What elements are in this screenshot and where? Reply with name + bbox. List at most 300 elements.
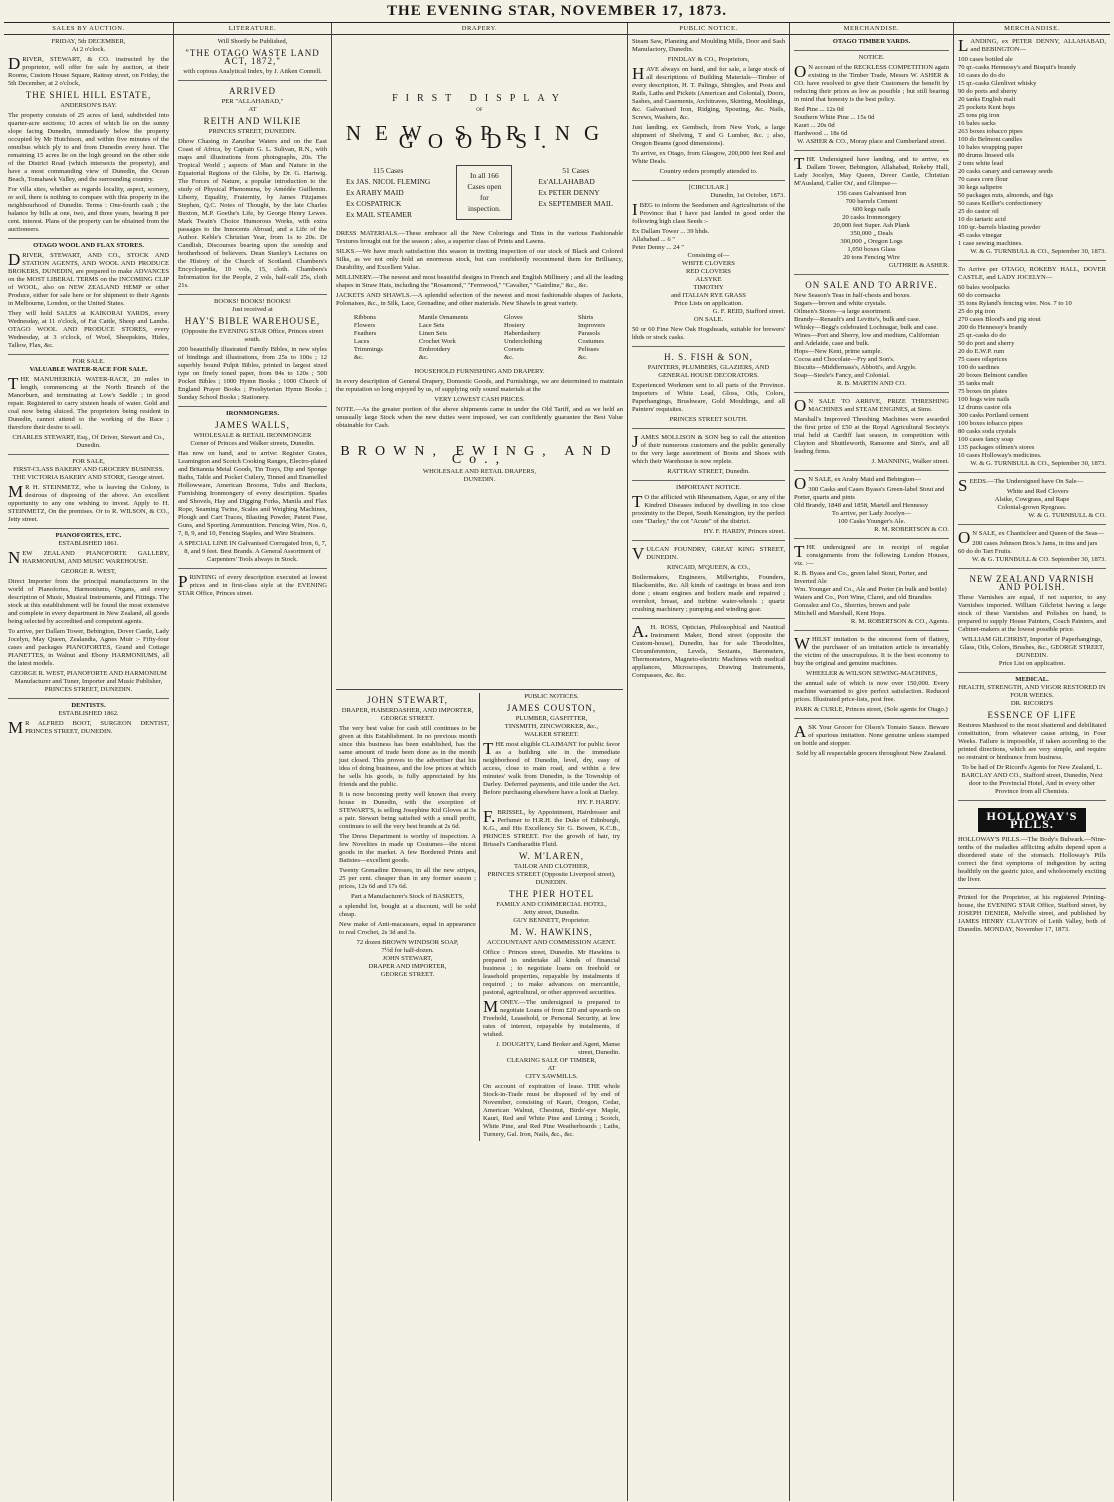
iron-special: A SPECIAL LINE IN Galvanised Corrugated Iron, 6, 7, 8, and 9 feet. Best Brands. A General Assortment of Carpenters' Tools always in Stock. — [178, 540, 327, 563]
circular-ship-2: Peter Denny ... 24 " — [632, 244, 684, 251]
printing-ad — [178, 568, 327, 598]
estate-title: THE SHIEL HILL ESTATE, — [25, 90, 152, 100]
arrive-sig: R. B. MARTIN AND CO. — [836, 380, 907, 387]
seed-0: WHITE CLOVERS — [682, 260, 735, 267]
baskets-body: a splendid lot, bought at a discount, will be sold cheap. — [339, 903, 476, 918]
rokeby-item: 10 cases Holloway's medicines. — [958, 452, 1042, 459]
piano-body: Direct Importer from the principal manufacturers in the world of Pianofortes, Harmoniums, Organs, and every description of Music, Musical Instruments, and Fittings. The stock at this establishment will be found the most extensive and complete in every department in New Zealand, all goods being selected by accredited and competent agents. — [8, 578, 169, 625]
hawkins-title: ACCOUNTANT AND COMMISSION AGENT. — [487, 939, 616, 946]
circular-consist: Consisting of— — [687, 252, 730, 259]
araby-title: ON SALE, ex Araby Maid and Bebington— — [794, 474, 921, 493]
landing-item: 10 do tartaric acid — [958, 216, 1006, 223]
landing-item: 100 do Belmont candles — [958, 136, 1022, 143]
essence-body: Restores Manhood to the most shattered and debilitated constitution, from whatever cause arising, in Four Weeks. Failure is impossible, if taken according to the printed directions, which are very simple, and require no restraint or hindrance from business. — [958, 722, 1106, 761]
items-a — [354, 314, 383, 362]
water-race-ad — [8, 354, 169, 450]
item: &c. — [418, 354, 429, 361]
tomato-sauce-ad — [794, 718, 949, 758]
note: NOTE.—As the greater portion of the above shipments came in under the Old Tariff, and as we held an unusually large Stock when the new duties were imposed, we can confidently guarantee the Best Value obtainable for Cash. — [336, 406, 623, 429]
money: MONEY.—The undersigned is prepared to negotiate Loans of from £20 and upwards on Freehold, Leasehold, or Personal Security, at low rates of interest, repayable by instalments, if wished. — [483, 997, 620, 1038]
brissel: F.BRISSEL, by Appointment, Hairdresser and Perfumer to H.R.H. the Duke of Edinburgh, K.G., and His Excellency Sir G. Bowen, K.C.B., PRINCES STREET. For the growth of hair, try Brissel's Cantharadite Fluid. — [483, 807, 620, 848]
new-spring-goods: NEW SPRING GOODS. — [345, 121, 614, 153]
rokeby-item: 80 casks soda crystals — [958, 428, 1017, 435]
timber-body: On account of expiration of lease. THE whole Stock-in-Trade must be disposed of by end of November, consisting of Kauri, Oregon, Cedar, American Walnut, Chestnut, Birds'-eye Maple, Kauri, Red and White Pine and Lining ; Scotch, White Pine, and Red Pine Weatherboards ; Laths, Turnery, Gal. Iron, Nails, &c., &c. — [483, 1083, 620, 1138]
water-title: VALUABLE WATER-RACE FOR SALE. — [29, 366, 148, 373]
price-1: Southern White Pine ... 15s 0d — [794, 114, 875, 121]
araby-item: Old Brandy, 1848 and 1858, Martell and Hennessy — [794, 502, 929, 509]
claimant-sig: HY. F. HARDY. — [577, 799, 620, 806]
consign-item: Wm. Younger and Co., Ale and Porter (in bulk and bottle) — [794, 586, 947, 593]
stewart-name: JOHN STEWART, — [367, 695, 448, 705]
cases-left-3: Ex MAIL STEAMER — [346, 210, 412, 219]
jackets: JACKETS AND SHAWLS.—A splendid selection of the newest and most fashionable shapes of Jackets, Polonaises, &c., in Silk, Lace, Grenadine, and other materials. New Shawls in great variety. — [336, 292, 623, 307]
landing-item: 20 tanks English malt — [958, 96, 1016, 103]
health-title: HEALTH, STRENGTH, AND VIGOR RESTORED IN FOUR WEEKS. — [958, 684, 1106, 699]
findlay-5: Country orders promptly attended to. — [659, 168, 758, 175]
iron-title: WHOLESALE & RETAIL IRONMONGER — [193, 432, 312, 439]
vulcan-foundry-ad — [632, 540, 785, 614]
important-notice-ad — [632, 480, 785, 536]
wool-title: OTAGO WOOL AND FLAX STORES. — [33, 242, 144, 249]
arrived-at: AT — [248, 106, 257, 113]
landing-item: 350,000 „ Deals — [850, 230, 893, 237]
mollison-body: JAMES MOLLISON & SON beg to call the attention of their numerous customers and the public generally to the very large assortment of Boots and Shoes with which their Warehouse is now replete. — [632, 432, 785, 465]
vulcan-body: Boilermakers, Engineers, Millwrights, Founders, Blacksmiths, &c. All kinds of castings in brass and iron done ; steam engines and boilers made and repaired ; overshot, breast, and turbine water-wheels ; quartz crushing machinery ; pumping and winding gear. — [632, 574, 785, 613]
baskets: Part a Manufacturer's Stock of BASKETS, — [351, 893, 464, 900]
item: Improvers — [577, 322, 606, 329]
landing-body: THE Undersigned have landing, and to arrive, ex Dallam Tower, Bebington, Allahabad, Rokeby Hall, Lady Jocelyn, May Queen, Dover Castle, Christian M'Ausland, Caller Ou', and Glimpse— — [794, 154, 949, 187]
otago-timber-title: OTAGO TIMBER YARDS. — [832, 38, 911, 45]
arrive-heading: ON SALE AND TO ARRIVE. — [805, 280, 938, 290]
water-body: THE MANUHERIKIA WATER-RACE, 20 miles in length, commencing at the North Branch of the Manorburn, and terminating at Low's Saddle ; in good repair. Registered to carry sixteen heads of water. Gold and coal now being sluiced. The proprietors being resident in Dunedin, cannot attend to the working of the Race ; therefore their desire to sell. — [8, 374, 169, 431]
landing-item: 20 tons Fencing Wire — [843, 254, 900, 261]
auction-body: DRIVER, STEWART, & CO. instructed by the proprietor, will offer for sale by auction, at their Rooms, Custom House Square, Rattray street, on Friday, the 5th December, at 2 o'clock, — [8, 54, 169, 87]
pn-subheading: PUBLIC NOTICES. — [524, 693, 579, 700]
sewing-body-intro: WHILST imitation is the sincerest form of flattery, the purchaser of an imitation article is invariably the victim of the unscrupulous. It is the best economy to buy the original and genuine machines. — [794, 634, 949, 667]
auction-ad — [8, 38, 169, 234]
consign-item: R. B. Byass and Co., green label Stout, Porter, and Inverted Ale — [794, 570, 928, 585]
drapery-lower — [336, 689, 623, 1141]
books-name: HAY'S BIBLE WAREHOUSE, — [184, 316, 321, 326]
araby-sig: R. M. ROBERTSON & CO. — [874, 526, 949, 533]
findlay-2: HAVE always on hand, and for sale, a large stock of all descriptions of Building Materials—Timber of every description, H. T. Palings, Shingles, and Posts and Rails, Laths and Pickets (American and Colonial), Doors, Sashes, and Casements, Architraves, Skirting, Mouldings, &c. Galvanised Iron, Ridging, Spouting, &c. Nails, Screws, Washers, &c. — [632, 64, 785, 121]
column-literature — [174, 23, 332, 1501]
print-body: PRINTING of every description executed at lowest prices and in first-class style at the EVENING STAR Office, Princes street. — [178, 572, 327, 597]
pier-owner: GUY BENNETT, Proprietor. — [513, 917, 590, 924]
cases-right — [538, 165, 613, 220]
arrived-per: PER "ALLAHABAD," — [221, 98, 284, 105]
rokeby-item: 35 tons Ryland's fencing wire. Nos. 7 to 10 — [958, 300, 1072, 307]
sewing-sig: PARK & CURLE, Princes street, (Sole agents for Otago.) — [795, 706, 948, 713]
items-d — [578, 314, 605, 362]
bakery-title: FIRST-CLASS BAKERY AND GROCERY BUSINESS. — [13, 466, 164, 473]
bible-warehouse-ad — [178, 294, 327, 402]
landing-item: 16 bales sacks — [958, 120, 996, 127]
arrive-item: New Season's Teas in half-chests and boxes. — [794, 292, 911, 299]
landing-item: 50 packages nuts, almonds, and figs — [958, 192, 1054, 199]
column-heading: SALES BY AUCTION. — [4, 25, 173, 35]
rokeby-item: 270 cases Blood's and pig stout — [958, 316, 1041, 323]
books-heading: BOOKS! BOOKS! BOOKS! — [214, 298, 291, 305]
rokeby-head: To Arrive per OTAGO, ROKEBY HALL, DOVER CASTLE, and LADY JOCELYN— — [958, 266, 1106, 281]
landing-item: 2 tons white lead — [958, 160, 1003, 167]
findlay-4: To arrive, ex Otago, from Glasgow, 200,000 feet Red and White Deals. — [632, 150, 785, 165]
turnbull-jams-ad — [958, 524, 1106, 564]
turnbull-landing-ad — [958, 38, 1106, 256]
books-sub: Just received at — [232, 306, 273, 313]
arrive-item: Hops—New Kent, prime sample. — [794, 348, 883, 355]
masthead: THE EVENING STAR, NOVEMBER 17, 1873. — [4, 0, 1110, 23]
piano-established: ESTABLISHED 1861. — [58, 540, 119, 547]
araby-item: 300 Casks and Cases Byass's Green-label Stout and Porter, quarts and pints — [794, 486, 945, 501]
mollison-ad — [632, 428, 785, 476]
cases-left — [346, 165, 430, 220]
piano-signature: GEORGE R. WEST, PIANOFORTE AND HARMONIUM Manufacturer and Tuner, Importer and Music Publisher, PRINCES STREET, DUNEDIN. — [10, 670, 167, 693]
couston-title2: TINSMITH, ZINCWORKER, &c., — [504, 723, 599, 730]
piano-arrive: To arrive, per Dallam Tower, Bebington, Dover Castle, Lady Jocelyn, May Queen, Zealandia, Agnes Muir :- Fifty-four cases and packages PIANOFORTES, Grand and Cottage PIANETTES, in Walnut and Ebony HARMONIUMS, all the latest models. — [8, 628, 169, 667]
rokeby-item: 20 boxes Belmont candles — [958, 372, 1028, 379]
first-display-title: FIRST DISPLAY — [392, 93, 567, 104]
iron-name: JAMES WALLS, — [215, 420, 290, 430]
circular-ship-1: Allahabad ... 6 " — [632, 236, 675, 243]
landing-item: 263 boxes tobacco pipes — [958, 128, 1023, 135]
column-merchandise-1 — [790, 23, 954, 1501]
medical-ad — [958, 672, 1106, 796]
claimant: THE most eligible CLAIMANT for public favor as a building site in the immediate neighborhood of Dunedin, level, dry, easy of access, close to main road, and within a few minutes' walk from Dunedin, is the Township of Darley. Deferred payments, and title under the Act. Before purchasing elsewhere have a look at Darley. — [483, 739, 620, 796]
circular-sig: G. F. REID, Stafford street. — [712, 308, 785, 315]
reid-circular-ad — [632, 180, 785, 342]
item: Mantle Ornaments — [418, 314, 469, 321]
column-drapery — [332, 23, 628, 1501]
findlay-3: Just landing, ex Gembsch, from New York, a large shipment of Shelving, T and G Lumber, &c. ; also, Oregon Beams (good dimensions). — [632, 124, 785, 147]
ross-body: A.H. ROSS, Optician, Philosophical and Nautical Instrument Maker, Bond street (opposite the Custom-house), Dunedin, has for sale Theodolites, Circumferentors, Levels, Sextants, Barometers, Thermometers, Magneto-electric Machines with medical appliances, Microscopes, Drawing Instruments, Compasses, &c. &c. — [632, 622, 785, 679]
arrive-item: Biscuits—Middlemass's, Abbott's, and Argyle. — [794, 364, 917, 371]
grenadine: Twenty Grenadine Dresses, in all the new stripes, 25 per cent. cheaper than in any former season ; prices, 12s 6d and 17s 6d. — [339, 867, 476, 890]
arrive-item: Oilmen's Stores—a large assortment. — [794, 308, 892, 315]
imprint — [958, 888, 1106, 934]
dentist-heading: DENTISTS. — [71, 702, 106, 709]
findlay-ad — [632, 38, 785, 176]
bakery-body: MR H. STEINMETZ, who is leaving the Colony, is desirous of disposing of the above. An excellent opportunity to any one wishing to invest. Apply to H. STEINMETZ, On the premises. Or to R. WILSON, & CO., Jetty street. — [8, 482, 169, 523]
holloway-ad — [958, 800, 1106, 884]
landing-item: 20 casks Ironmongery — [842, 214, 901, 221]
rokeby-item: 35 tanks malt — [958, 380, 994, 387]
item: Embroidery — [418, 346, 451, 353]
notice-body: ON account of the RECKLESS COMPETITION again existing in the Timber Trade, Messrs W. ASHER & CO. have resolved to give their Customers the benefit by reducing their prices as low as possible ; but still bearing in mind that honesty is the best policy. — [794, 62, 949, 103]
rokeby-item: 60 do cornsacks — [958, 292, 1001, 299]
item: Corsets — [503, 346, 524, 353]
arrive-item: Brandy—Renault's and Levitte's, bulk and case. — [794, 316, 921, 323]
landing-sig: W. & G. TURNBULL & CO., September 30, 1873. — [970, 248, 1106, 255]
brown-ewing-city: DUNEDIN. — [463, 476, 496, 483]
mlaren-address: PRINCES STREET (Opposite Liverpool street), DUNEDIN. — [487, 871, 616, 886]
dentist-established: ESTABLISHED 1862. — [58, 710, 119, 717]
onsale-body: 50 or 60 Fine New Oak Hogsheads, suitable for brewers' hhds or stock casks. — [632, 326, 785, 341]
stewart-title: DRAPER, HABERDASHER, AND IMPORTER, — [341, 707, 474, 714]
piano-heading: PIANOFORTES, ETC. — [55, 532, 122, 539]
vulcan-owner: KINCAID, M'QUEEN, & CO., — [666, 564, 751, 571]
mlaren-name: W. M'LAREN, — [518, 851, 585, 861]
timber-at: AT — [547, 1065, 556, 1072]
circular-body: IBEG to inform the Seedsmen and Agriculturists of the Province that I have just landed in good order the following high class Seeds :- — [632, 200, 785, 225]
landing-item: 20,000 feet Super. Ash Plank — [833, 222, 910, 229]
seed-1: RED CLOVERS — [686, 268, 731, 275]
item: &c. — [577, 354, 588, 361]
cases-grid — [336, 165, 623, 220]
couston-title: PLUMBER, GASFITTER, — [515, 715, 588, 722]
estate-body: The property consists of 25 acres of land, subdivided into quarter-acre sections; 10 acres of which lie on the sunny slope facing Dunedin, immediately below the property occupied by Mr Hutchison, and within five minutes of the omnibus which ply to and from Dunedin every hour. The remaining 15 acres lie on the high ground on the other side of the District Road (which intersects the property), and have a most commanding view of Dunedin, the Ocean Beach, Tomahawk Valley, and the surrounding country. — [8, 112, 169, 183]
for-sale-heading: FOR SALE. — [72, 358, 105, 365]
rokeby-item: 50 do port and sherry — [958, 340, 1015, 347]
rokeby-item: 75 cases oilsprices — [958, 356, 1008, 363]
item: Shirts — [577, 314, 594, 321]
ironmonger-ad — [178, 406, 327, 564]
items-grid — [336, 314, 623, 362]
varnish-ad — [958, 568, 1106, 668]
landing-item: 70 cases corn flour — [958, 176, 1008, 183]
landing-sig: GUTHRIE & ASHER. — [888, 262, 949, 269]
reith-address: PRINCES STREET, DUNEDIN. — [208, 128, 297, 135]
rokeby-item: 100 hogs wire nails — [958, 396, 1010, 403]
pier-name: THE PIER HOTEL — [509, 889, 594, 899]
rokeby-item: 60 bales woolpacks — [958, 284, 1010, 291]
landing-item: 100 cases bottled ale — [958, 56, 1013, 63]
consign-item: Waters and Co., Port Wine, Claret, and old Brandies — [794, 594, 932, 601]
chanticleer-head: ON SALE, ex Chanticleer and Queen of the Seas— — [958, 528, 1104, 547]
landing-item: 20 casks canary and carraway seeds — [958, 168, 1053, 175]
fish-body: Experienced Workmen sent to all parts of the Province. Importers of White Lead, Gloss, Oils, Colors, Paperhangings, Brushware, Gold Mouldings, and all Painters' requisites. — [632, 382, 785, 413]
piano-title: NEW ZEALAND PIANOFORTE GALLERY, HARMONIUM, AND MUSIC WAREHOUSE. — [8, 548, 169, 567]
bakery-ad — [8, 454, 169, 524]
rokeby-item: 12 drums castor oils — [958, 404, 1012, 411]
dentist-body: MR ALFRED BOOT, SURGEON DENTIST, PRINCES STREET, DUNEDIN. — [8, 718, 169, 737]
item: Gloves — [503, 314, 523, 321]
bakery-heading: FOR SALE, — [72, 458, 105, 465]
chanticleer-item: 200 cases Johnson Bros.'s Jams, in tins and jars — [972, 540, 1098, 547]
landing-item: 70 qr.-casks Hennessy's and Bisquit's brandy — [958, 64, 1077, 71]
threshing-body: Marshall's Improved Threshing Machines were awarded the first prize of £50 at the Royal Agricultural Society's trial held at Cardiff last season, in competition with Clayton and Shuttleworth, Ransome and Sim's, and all leading firms. — [794, 416, 949, 455]
of-label: OF — [476, 108, 483, 113]
landing-item: 25 tons pig iron — [958, 112, 1000, 119]
araby-item: To arrive, per Lady Jocelyn— — [831, 510, 912, 517]
chanticleer-sig: W. & G. TURNBULL & CO. September 30, 1873. — [971, 556, 1106, 563]
consignments-ad — [794, 538, 949, 626]
sewing-name: WHEELER & WILSON SEWING-MACHINES, — [805, 670, 937, 677]
price-3: Hardwood ... 18s 6d — [794, 130, 848, 137]
important-body: TO the afflicted with Rheumatism, Ague, or any of the Kindred Diseases induced by dwelling in too close proximity to the Depot, South Kensington, try the perfect cure "Darley," the cot "Acute" of the district. — [632, 492, 785, 525]
rokeby-sig: W. & G. TURNBULL & CO., September 30, 1873. — [970, 460, 1106, 467]
column-heading: PUBLIC NOTICE. — [628, 25, 789, 35]
important-sig: HY. F. HARDY, Princes street. — [703, 528, 785, 535]
imprint-body: Printed for the Proprietor, at his registered Printing-house, the EVENING STAR Office, Stafford street, by JOSEPH DENIER, Melville street, and published by JAMES HENRY CLAYTON of Leith Valley, both of Dunedin. MONDAY, November 17, 1873. — [958, 894, 1106, 933]
landing-item: 10 cases do do do — [958, 72, 1005, 79]
column-public-notice — [628, 23, 790, 1501]
bakery-name: THE VICTORIA BAKERY AND STORE, George street. — [12, 474, 165, 481]
fish-title: PAINTERS, PLUMBERS, GLAZIERS, AND GENERAL HOUSE DECORATORS. — [647, 364, 770, 379]
item: &c. — [353, 354, 364, 361]
araby-maid-ad — [794, 470, 949, 534]
fish-address: PRINCES STREET SOUTH. — [669, 416, 748, 423]
landing-item: 30 kegs saltpetre — [958, 184, 1003, 191]
arrive-item: Sugars—brown and white crystals. — [794, 300, 887, 307]
dentist-ad — [8, 698, 169, 736]
cases-left-1: Ex ARABY MAID — [346, 188, 404, 197]
landing-head: LANDING, ex PETER DENNY, ALLAHABAD, and BEBINGTON— — [958, 36, 1106, 55]
item: Lace Sets — [418, 322, 445, 329]
stewart-gloves: It is now becoming pretty well known that every house in Dunedin, with the exception of STEWART'S, is selling Josephine Kid Gloves at 3s a pair. Stewart being satisfied with a small profit, continues to sell the very best brands at 2s 6d. — [339, 791, 476, 830]
cases-left-2: Ex COSPATRICK — [346, 199, 402, 208]
cases-left-count: 115 Cases — [372, 166, 404, 175]
column-merchandise-2 — [954, 23, 1110, 1501]
reith-name: REITH AND WILKIE — [203, 116, 302, 126]
varnish-list: Price List on application. — [998, 660, 1066, 667]
soap: 72 dozen BROWN WINDSOR SOAP, — [356, 939, 459, 946]
stewart-body: The very best value for cash still continues to be given at this Establishment. In no previous month since this business has been established, has the same amount of trade been done as in the month just closed. This proves to the advertiser that his idea of doing business, and the low prices at which he sells his goods, is fully appreciated by his friends and the public. — [339, 725, 476, 788]
rokeby-item: 135 packages oilmen's stores — [958, 444, 1035, 451]
cases-right-count: 51 Cases — [562, 166, 590, 175]
seed-2: ALSYKE — [695, 276, 722, 283]
seed-3: TIMOTHY — [693, 284, 724, 291]
rokeby-item: 100 do sardines — [958, 364, 1000, 371]
turnbull-rokeby-ad — [958, 260, 1106, 468]
ross-optician-ad — [632, 618, 785, 680]
auction-date: FRIDAY, 5th DECEMBER, — [51, 38, 126, 45]
item: Feathers — [353, 330, 377, 337]
iron-heading: IRONMONGERS. — [226, 410, 279, 417]
varnish-title: NEW ZEALAND VARNISH AND POLISH. — [969, 574, 1095, 592]
rokeby-item: 100 boxes tobacco pipes — [958, 420, 1023, 427]
soap-price: 7½d for half-dozen. — [381, 947, 434, 954]
landing-item: 700 barrels Cement — [845, 198, 898, 205]
landing-item: 50 cases Keiller's confectionery — [958, 200, 1042, 207]
circular-ship-0: Ex Dallam Tower ... 39 hhds. — [632, 228, 710, 235]
column-heading: LITERATURE. — [174, 25, 331, 35]
medical-heading: MEDICAL. — [1015, 676, 1049, 683]
water-contact: CHARLES STEWART, Esq., Of Driver, Stewart and Co., Dunedin. — [12, 434, 165, 449]
arrived: ARRIVED — [229, 86, 276, 96]
wool-sales: They will hold SALES at KAIKORAI YARDS, every Wednesday, at 11 o'clock, of Fat Cattle, Sheep and Lambs. OTAGO WOOL AND PRODUCE STORES, every Wednesday, at 3 o'clock, of Wool, Sheepskins, Hides, Tallow, Flax, &c. — [8, 310, 169, 349]
landing-item: 10 bales wrapping paper — [958, 144, 1023, 151]
chanticleer-item: 60 do do Tart Fruits. — [958, 548, 1012, 555]
sauce-sig: Sold by all respectable grocers throughout New Zealand. — [796, 750, 947, 757]
item: Parasols — [577, 330, 600, 337]
cases-mid: In all 166 Cases open for inspection. — [456, 165, 512, 220]
fish-son-ad — [632, 346, 785, 424]
varnish-body: These Varnishes are equal, if not superior, to any Varnishes imported. William Gilchrist having a large stock of these Varnishes and Polishes on hand, is prepared to supply House Painters, Coach Painters, and Cabinet-makers at the lowest possible price. — [958, 594, 1106, 633]
seeds-item: White and Red Clovers — [1006, 488, 1069, 495]
consign-sig: R. M. ROBERTSON & CO., Agents. — [850, 618, 949, 625]
public-notices-left — [479, 693, 623, 1141]
essence-title: ESSENCE OF LIFE — [987, 710, 1077, 720]
stewart-dress: The Dress Department is worthy of inspection. A few Novelties in made up Costumes—the nicest goods in the market. A few Bordered Prints and Batistes—excellent goods. — [339, 833, 476, 864]
lit-sub: with copious Analytical Index, by J. Aitken Connell. — [183, 68, 322, 75]
holloway-body: HOLLOWAY'S PILLS.—The Body's Bulwark.—Nine-tenths of the maladies afflicting adults depend upon a disordered state of the stomach. Holloway's Pills correct the first symptoms of indigestion by acting healthily on the gastric juice, and wholesomely exciting the liver. — [958, 836, 1106, 883]
price-0: Red Pine ... 12s 0d — [794, 106, 844, 113]
seeds-item: Colonial-grown Ryegrass. — [997, 504, 1067, 511]
couston-name: JAMES COUSTON, — [506, 703, 597, 713]
cases-left-0: Ex JAS. NICOL FLEMING — [346, 177, 431, 186]
cash-prices: VERY LOWEST CASH PRICES. — [434, 396, 525, 403]
waste-land-act-ad — [178, 38, 327, 76]
rokeby-item: 100 cases fancy soap — [958, 436, 1014, 443]
item: Hosiery — [503, 322, 525, 329]
brown-ewing-ad — [336, 95, 623, 685]
seeds-item: Alsike, Cowgrass, and Rape — [994, 496, 1070, 503]
landing-item: 100 qr.-barrels blasting powder — [958, 224, 1041, 231]
john-stewart-ad — [336, 693, 479, 1141]
findlay-0: Steam Saw, Planeing and Moulding Mills, Door and Sash Manufactory, Dunedin. — [632, 38, 785, 53]
money-sig: J. DOUGHTY, Land Broker and Agent, Manse street, Dunedin. — [496, 1041, 620, 1056]
fish-name: H. S. FISH & SON, — [664, 352, 753, 362]
sewing-machines-ad — [794, 630, 949, 714]
notice-sig: W. ASHER & CO., Moray place and Cumberland street. — [797, 138, 946, 145]
item: &c. — [503, 354, 514, 361]
timber-title: CLEARING SALE OF TIMBER, — [506, 1057, 597, 1064]
item: Linen Sets — [418, 330, 447, 337]
landing-item: 600 kegs nails — [852, 206, 891, 213]
item: Trimmings — [353, 346, 383, 353]
circular-date: Dunedin, 1st October, 1873. — [710, 192, 785, 199]
landing-item: 15 qr.-casks Glenlivet whisky — [958, 80, 1037, 87]
threshing-sig: J. MANNING, Walker street. — [871, 458, 949, 465]
mollison-address: RATTRAY STREET, Dunedin. — [667, 468, 750, 475]
varnish-sig: WILLIAM GILCHRIST, Importer of Paperhangings, Glass, Oils, Colors, Brushes, &c., GEORGE STREET, DUNEDIN. — [959, 636, 1105, 659]
estate-place: ANDERSON'S BAY. — [60, 102, 117, 109]
rokeby-item: 25 do pig iron — [958, 308, 996, 315]
essence-agent: To be had of Dr Ricord's Agents for New Zealand, L. BARCLAY AND CO., Stafford street, Dunedin, Next door to the Provincial Hotel, And in every other Province from all Chemists. — [961, 764, 1103, 795]
item: Haberdashery — [503, 330, 541, 337]
landing-item: 25 do castor oil — [958, 208, 999, 215]
stewart-sig: JOHN STEWART, — [382, 955, 433, 962]
landing-item: 80 drums linseed oils — [958, 152, 1015, 159]
arrive-item: Soap—Steele's Fancy, and Colonial. — [794, 372, 890, 379]
sewing-body: the annual sale of which is now over 150,000. Every machine warranted to give perfect satisfaction. Reduced prices. Illustrated price-lists, post free. — [794, 680, 949, 703]
turnbull-seeds-ad — [958, 472, 1106, 520]
stewart-sig2: DRAPER AND IMPORTER, — [368, 963, 447, 970]
threshing-title: ON SALE TO ARRIVE, PRIZE THRESHING MACHINES and STEAM ENGINES, at Sims. — [794, 396, 949, 415]
notice-heading: NOTICE. — [858, 54, 885, 61]
otago-timber-ad — [794, 38, 949, 46]
mlaren-title: TAILOR AND CLOTHIER, — [513, 863, 590, 870]
important-heading: IMPORTANT NOTICE. — [676, 484, 741, 491]
onsale-heading: ON SALE. — [693, 316, 724, 323]
landing-item: 45 casks vinegar — [958, 232, 1002, 239]
dress-materials: DRESS MATERIALS.—These embrace all the New Colorings and Tints in the various Fashionable Textures brought out for the season ; also, a superior class of Prints and Lawns. — [336, 230, 623, 245]
column-heading: DRAPERY. — [332, 25, 627, 35]
item: Underclothing — [503, 338, 543, 345]
cases-right-0: Ex'ALLAHABAD — [538, 177, 595, 186]
reith-list: Dhow Chasing in Zanzibar Waters and on the East Coast of Africa, by Captain G. L. Sulivan, R.N., with maps and illustrations from photographs, 20s. The Tropical World ; aspects of Man and Nature in the Equatorial Regions of the Globe, by Dr. G. Hartwig. The Forces of Nature, a popular introduction to the study of Physical Phenomena, by Amédée Guillemin. Liberty, Equality, Fraternity, by James Fitzjames Stephen, Q.C. Notes of Thought, by the late Charles Buxton, M.P. Goethe's Life, by George Henry Lewes. Mark Twain's Choice Humorous Works, with extra passages to the Innocents Abroad, and a Life of the Author. Keble's Christian Year, from 1s to 20s. Dr Candlish, Discourses bearing upon the sonship and brotherhood of believers. Dean Stanley's Lectures on the History of the Church of Scotland. Chambers's Encyclopædia, 10 vols, 15, cloth. Chambers's Information for the People, 2 vols, half-calf 25s, cloth 21s. — [178, 138, 327, 289]
items-b — [419, 314, 468, 362]
lit-intro: Will Shortly be Published, — [217, 38, 288, 45]
rokeby-item: 25 qr.-casks do do — [958, 332, 1006, 339]
household-body: In every description of General Drapery, Domestic Goods, and Furnishings, we are determined to maintain the reputation so long enjoyed by us, of supplying only sound materials at the — [336, 378, 623, 393]
sauce-body: ASK Your Grocer for Olson's Tomato Sauce. Beware of spurious imitation. None genuine unless stamped on bottle and stopper. — [794, 722, 949, 747]
findlay-1: FINDLAY & CO., Proprietors, — [667, 56, 750, 63]
landing-item: 1,050 boxes Glass — [847, 246, 896, 253]
item: Crochet Work — [418, 338, 456, 345]
pier-address: Jetty street, Dunedin. — [523, 909, 580, 916]
rokeby-item: 75 boxes tin plates — [958, 388, 1008, 395]
column-heading: MERCHANDISE. — [954, 25, 1110, 35]
ricord-name: DR. RICORD'S — [1010, 700, 1054, 707]
brown-ewing-sub: WHOLESALE AND RETAIL DRAPERS, — [422, 468, 537, 475]
landing-item: 25 pockets Kent hops — [958, 104, 1015, 111]
hawkins-body: Office : Princes street, Dunedin. Mr Hawkins is prepared to undertake all kinds of financial business ; to negotiate loans on freehold or leasehold properties, repayable by instalments if required ; to make advances on mercantile, pastoral, agricultural, or other approved securities. — [483, 949, 620, 996]
items-c — [504, 314, 542, 362]
circular-label: [CIRCULAR.] — [688, 184, 729, 191]
landing-item: 156 cases Galvanised Iron — [836, 190, 907, 197]
